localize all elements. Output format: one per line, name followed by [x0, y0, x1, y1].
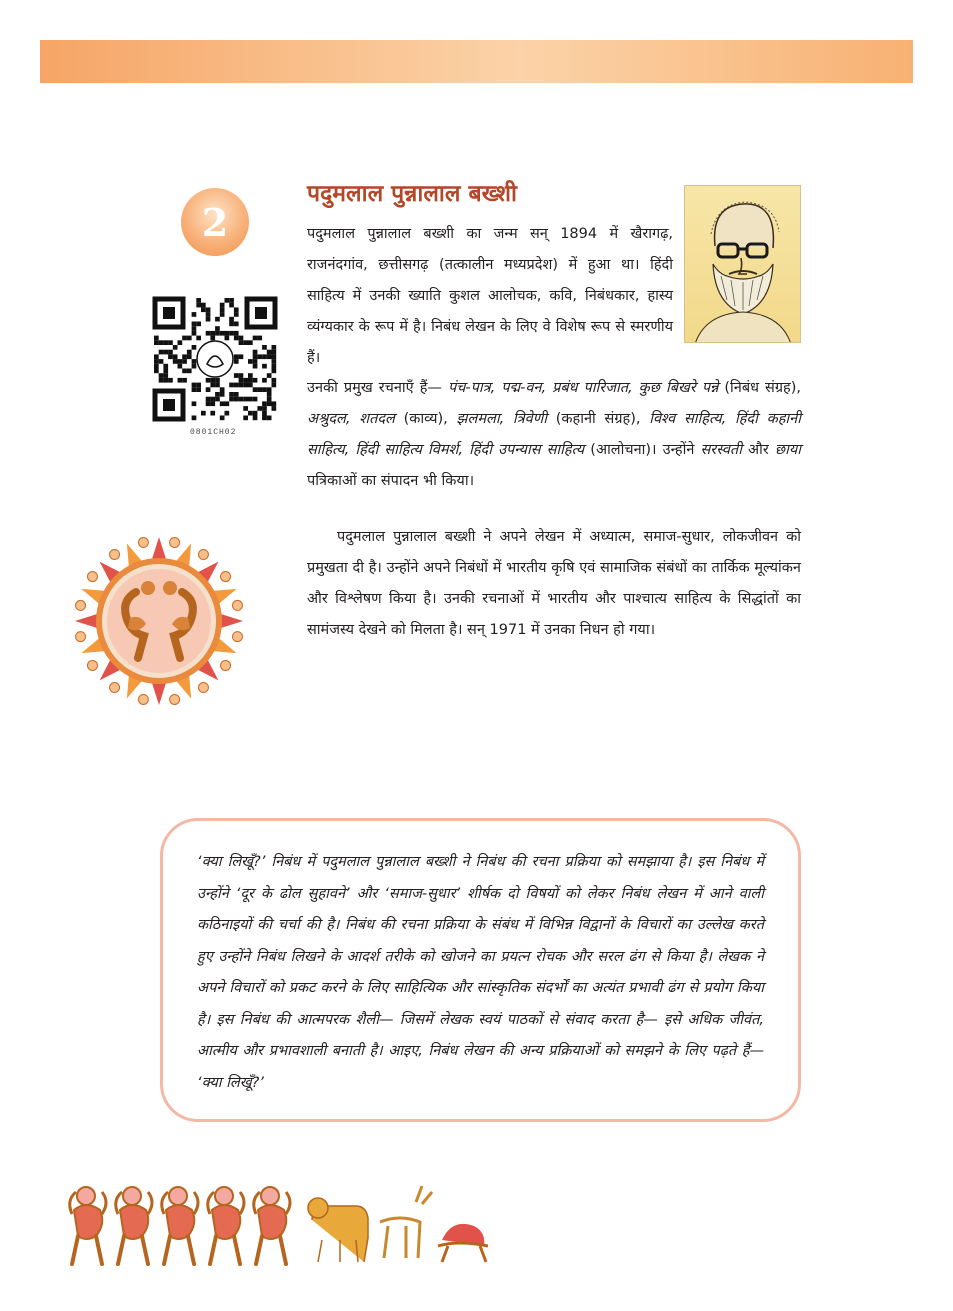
works-text-4: (कहानी संग्रह), [547, 411, 650, 427]
works-magazine-2: छाया [774, 442, 801, 458]
bio-works [307, 373, 801, 497]
works-text-5: (आलोचना)। उन्होंने [584, 442, 701, 458]
works-text-6: और [741, 442, 775, 458]
works-text-1: उनकी प्रमुख रचनाएँ हैं— [307, 380, 448, 396]
bio-intro [307, 219, 673, 374]
works-magazine-1: सरस्वती [700, 442, 742, 458]
chapter-introduction-box [160, 818, 801, 1122]
works-criticism: विश्व साहित्य, हिंदी कहानी साहित्य, हिंदी साहित्य विमर्श, हिंदी उपन्यास साहित्य [307, 411, 801, 458]
animal-frieze-icon [60, 1180, 500, 1274]
bio-intro-text: पदुमलाल पुन्नालाल बख्शी का जन्म सन् 1894 में खैरागढ़, राजनंदगांव, छत्तीसगढ़ (तत्कालीन मध्यप्रदेश) में हुआ था। हिंदी साहित्य में उनकी ख्याति कुशल आलोचक, कवि, निबंधकार, हास्य व्यंग्यकार के रूप में है। निबंध लेखन के लिए वे विशेष रूप से स्मरणीय हैं। [307, 226, 673, 366]
chapter-number-badge: 2 [181, 188, 249, 256]
header-band [40, 40, 913, 83]
bio-paragraph-2 [307, 522, 801, 646]
works-text-7: पत्रिकाओं का संपादन भी किया। [307, 473, 475, 489]
chapter-title: पदुमलाल पुन्नालाल बख्शी [307, 181, 517, 207]
works-text-3: (काव्य), [394, 411, 457, 427]
qr-code-block[interactable] [150, 294, 280, 437]
sun-motif-icon [68, 530, 250, 716]
works-poetry: अश्रुदल, शतदल [307, 411, 395, 427]
chapter-introduction-text: ‘क्या लिखूँ?’ निबंध में पदुमलाल पुन्नालाल बख्शी ने निबंध की रचना प्रक्रिया को समझाया है। इस निबंध में उन्होंने ‘दूर के ढोल सुहावने’ और ‘समाज-सुधार’ शीर्षक दो विषयों को लेकर निबंध लेखन में आने वाली कठिनाइयों की चर्चा की है। निबंध की रचना प्रक्रिया के संबंध में विभिन्न विद्वानों के विचारों का उल्लेख करते हुए उन्होंने निबंध लिखने के आदर्श तरीके को खोजने का प्रयत्न रोचक और सरल ढंग से किया है। लेखक ने अपने विचारों को प्रकट करने के लिए साहित्यिक और सांस्कृतिक संदर्भों का अत्यंत प्रभावी ढंग से प्रयोग किया है। इस निबंध की आत्मपरक शैली— जिसमें लेखक स्वयं पाठकों से संवाद करता है— इसे अधिक जीवंत, आत्मीय और प्रभावशाली बनाती है। आइए, निबंध लेखन की अन्य प्रक्रियाओं को समझने के लिए पढ़ते हैं— ‘क्या लिखूँ?’ [197, 854, 764, 1091]
works-stories: झलमला, त्रिवेणी [456, 411, 547, 427]
qr-code-icon [150, 294, 280, 424]
bio-paragraph-2-text: पदुमलाल पुन्नालाल बख्शी ने अपने लेखन में अध्यात्म, समाज-सुधार, लोकजीवन को प्रमुखता दी है। उन्होंने अपने निबंधों में भारतीय कृषि एवं सामाजिक संबंधों का तार्किक मूल्यांकन और विश्लेषण किया है। उनकी रचनाओं में भारतीय और पाश्चात्य साहित्य के सिद्धांतों का सामंजस्य देखने को मिलता है। सन् 1971 में उनका निधन हो गया। [307, 529, 801, 638]
works-text-2: (निबंध संग्रह), [718, 380, 801, 396]
bio-works-text [307, 373, 801, 497]
author-portrait [684, 185, 801, 343]
qr-code-label: 0801CH02 [190, 428, 237, 437]
works-essays: पंच-पात्र, पद्म-वन, प्रबंध पारिजात, कुछ बिखरे पन्ने [447, 380, 719, 396]
